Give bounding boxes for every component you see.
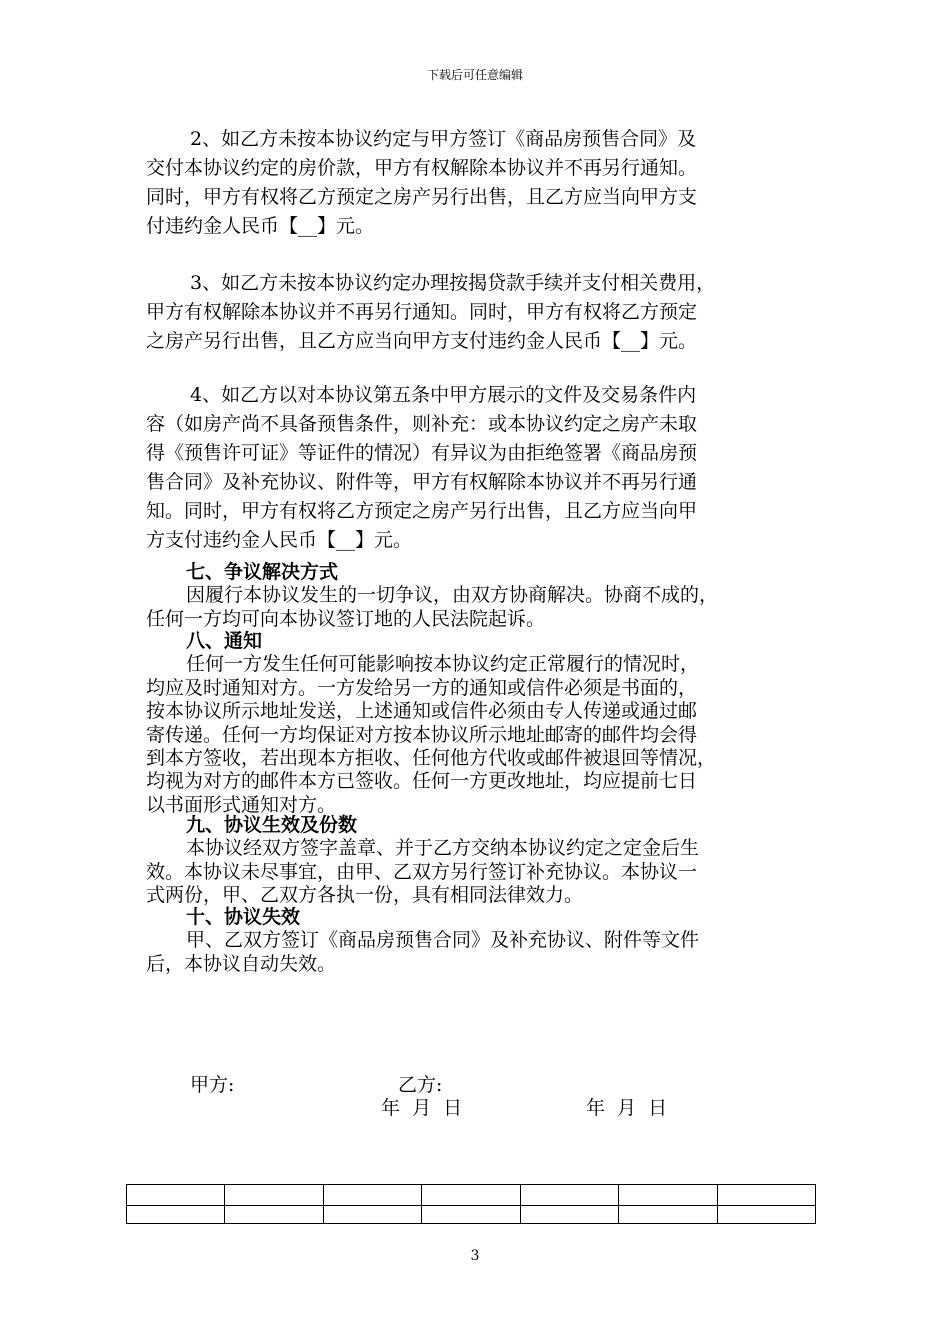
section-8-line: 以书面形式通知对方。 bbox=[146, 793, 337, 816]
section-8-heading: 八、通知 bbox=[186, 630, 263, 652]
page-number: 3 bbox=[470, 1248, 480, 1264]
section-8-line: 均应及时通知对方。一方发给另一方的通知或信件必须是书面的， bbox=[146, 676, 698, 699]
table-cell bbox=[127, 1185, 225, 1206]
clause-3-line: 之房产另行出售，且乙方应当向甲方支付违约金人民币【__】元。 bbox=[146, 330, 698, 352]
section-10-heading: 十、协议失效 bbox=[186, 906, 301, 928]
party-a-date: 年 月 日 bbox=[381, 1097, 463, 1119]
clause-4-line: 方支付违约金人民币【__】元。 bbox=[146, 529, 413, 551]
table-cell bbox=[323, 1206, 421, 1224]
table-row bbox=[127, 1185, 816, 1206]
table-cell bbox=[127, 1206, 225, 1224]
clause-4 bbox=[146, 381, 816, 555]
section-9-line: 式两份，甲、乙双方各执一份，具有相同法律效力。 bbox=[146, 884, 584, 907]
section-9-line: 本协议经双方签字盖章、并于乙方交纳本协议约定之定金后生 bbox=[186, 837, 700, 860]
table-cell bbox=[422, 1185, 520, 1206]
table-cell bbox=[225, 1185, 323, 1206]
clause-2 bbox=[146, 125, 816, 241]
clause-3-line: 甲方有权解除本协议并不再另行通知。同时，甲方有权将乙方预定 bbox=[146, 301, 698, 323]
page-header: 下载后可任意编辑 bbox=[426, 68, 523, 82]
clause-2-line: 同时，甲方有权将乙方预定之房产另行出售，且乙方应当向甲方支 bbox=[146, 186, 698, 208]
table-cell bbox=[619, 1206, 717, 1224]
table-cell bbox=[520, 1185, 618, 1206]
section-9 bbox=[146, 814, 816, 908]
clause-4-line: 售合同》及补充协议、附件等，甲方有权解除本协议并不再另行通 bbox=[146, 471, 698, 493]
section-8-line: 寄传递。任何一方均保证对方按本协议所示地址邮寄的邮件均会得 bbox=[146, 723, 698, 746]
section-7-line: 任何一方均可向本协议签订地的人民法院起诉。 bbox=[146, 607, 546, 630]
clause-2-line: 交付本协议约定的房价款，甲方有权解除本协议并不再另行通知。 bbox=[146, 157, 698, 179]
section-7-line: 因履行本协议发生的一切争议，由双方协商解决。协商不成的， bbox=[186, 584, 719, 607]
section-10-line: 后，本协议自动失效。 bbox=[146, 952, 337, 975]
clause-3 bbox=[146, 269, 816, 356]
table-cell bbox=[717, 1185, 815, 1206]
clause-4-line: 知。同时，甲方有权将乙方预定之房产另行出售，且乙方应当向甲 bbox=[146, 500, 698, 522]
table-cell bbox=[520, 1206, 618, 1224]
section-7 bbox=[146, 561, 816, 631]
table-cell bbox=[225, 1206, 323, 1224]
section-10 bbox=[146, 906, 816, 976]
clause-4-line: 得《预售许可证》等证件的情况）有异议为由拒绝签署《商品房预 bbox=[146, 442, 698, 464]
clause-3-line: 3、如乙方未按本协议约定办理按揭贷款手续并支付相关费用， bbox=[190, 272, 716, 294]
clause-2-line: 2、如乙方未按本协议约定与甲方签订《商品房预售合同》及 bbox=[190, 128, 697, 150]
table-cell bbox=[422, 1206, 520, 1224]
party-b-date: 年 月 日 bbox=[586, 1097, 668, 1119]
section-8-line: 均视为对方的邮件本方已签收。任何一方更改地址，均应提前七日 bbox=[146, 770, 698, 793]
section-10-line: 甲、乙双方签订《商品房预售合同》及补充协议、附件等文件 bbox=[186, 929, 700, 952]
section-7-heading: 七、争议解决方式 bbox=[186, 561, 339, 583]
section-8-line: 按本协议所示地址发送，上述通知或信件必须由专人传递或通过邮 bbox=[146, 700, 698, 723]
table-cell bbox=[323, 1185, 421, 1206]
clause-2-line: 付违约金人民币【__】元。 bbox=[146, 215, 375, 237]
section-9-heading: 九、协议生效及份数 bbox=[186, 814, 358, 836]
section-8 bbox=[146, 630, 816, 817]
table-row bbox=[127, 1206, 816, 1224]
section-8-line: 任何一方发生任何可能影响按本协议约定正常履行的情况时， bbox=[186, 653, 700, 676]
table-cell bbox=[619, 1185, 717, 1206]
clause-4-line: 4、如乙方以对本协议第五条中甲方展示的文件及交易条件内 bbox=[190, 384, 697, 406]
table-cell bbox=[717, 1206, 815, 1224]
party-a-label: 甲方: bbox=[190, 1074, 235, 1096]
clause-4-line: 容（如房产尚不具备预售条件，则补充：或本协议约定之房产未取 bbox=[146, 413, 698, 435]
footer-table bbox=[126, 1184, 816, 1224]
section-8-line: 到本方签收，若出现本方拒收、任何他方代收或邮件被退回等情况， bbox=[146, 747, 717, 770]
section-9-line: 效。本协议未尽事宜，由甲、乙双方另行签订补充协议。本协议一 bbox=[146, 860, 698, 883]
party-b-label: 乙方: bbox=[398, 1074, 443, 1096]
